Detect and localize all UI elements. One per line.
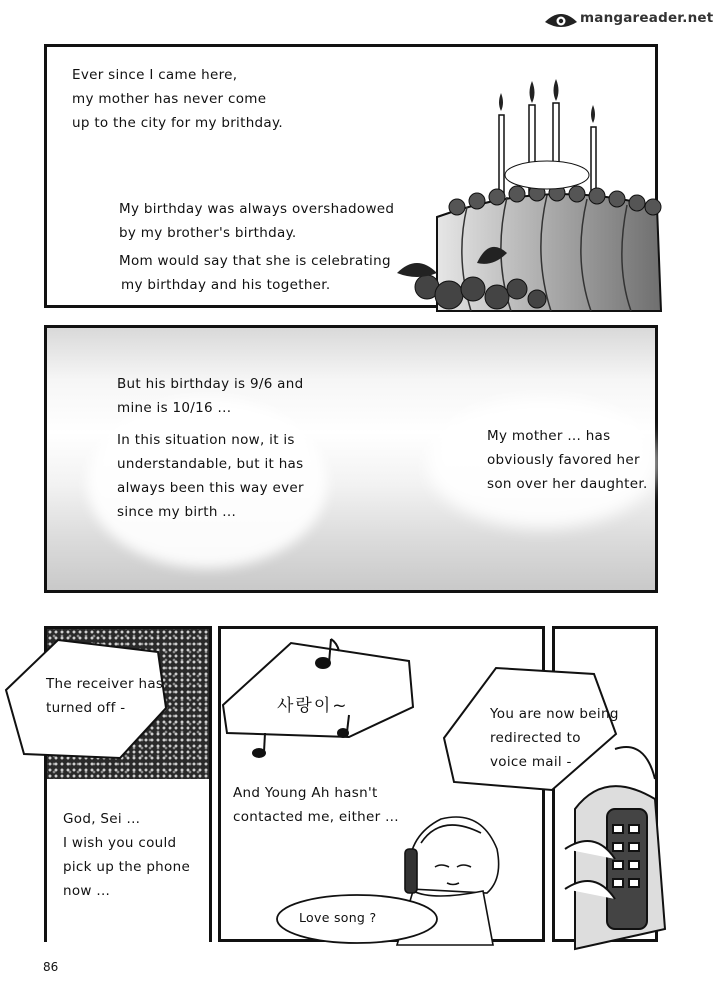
site-logo bbox=[538, 6, 713, 34]
narration-line: I wish you could bbox=[63, 835, 177, 851]
balloon-line: turned off - bbox=[46, 700, 126, 716]
balloon-line: voice mail - bbox=[490, 754, 572, 770]
narration-line: mine is 10/16 ... bbox=[117, 400, 232, 416]
narration-line: But his birthday is 9/6 and bbox=[117, 376, 304, 392]
balloon-line: The receiver has bbox=[46, 676, 164, 692]
narration-line: since my birth ... bbox=[117, 504, 237, 520]
eye-logo-icon bbox=[544, 10, 578, 30]
narration-line: my mother has never come bbox=[72, 91, 267, 107]
narration-line: pick up the phone bbox=[63, 859, 191, 875]
narration-line: understandable, but it has bbox=[117, 456, 304, 472]
narration-line: My mother ... has bbox=[487, 428, 611, 444]
narration-line: now ... bbox=[63, 883, 111, 899]
narration-line: In this situation now, it is bbox=[117, 432, 295, 448]
narration-line: always been this way ever bbox=[117, 480, 304, 496]
narration-line: up to the city for my brithday. bbox=[72, 115, 283, 131]
page-number: 86 bbox=[43, 960, 59, 974]
narration-line: son over her daughter. bbox=[487, 476, 648, 492]
speech-text: Love song ? bbox=[299, 910, 377, 925]
narration-line: by my brother's birthday. bbox=[119, 225, 297, 241]
birthday-cake-illustration bbox=[397, 67, 661, 311]
narration-line: My birthday was always overshadowed bbox=[119, 201, 395, 217]
narration-line: God, Sei ... bbox=[63, 811, 141, 827]
panel-cake bbox=[44, 44, 658, 308]
song-text: 사랑이~ bbox=[277, 696, 349, 716]
logo-text: mangareader.net bbox=[580, 10, 713, 26]
balloon-line: You are now being bbox=[490, 706, 619, 722]
narration-line: And Young Ah hasn't bbox=[233, 785, 378, 801]
balloon-line: redirected to bbox=[490, 730, 581, 746]
narration-line: Mom would say that she is celebrating bbox=[119, 253, 391, 269]
narration-line: Ever since I came here, bbox=[72, 67, 238, 83]
narration-line: obviously favored her bbox=[487, 452, 640, 468]
narration-line: my birthday and his together. bbox=[121, 277, 331, 293]
panel-clouds bbox=[44, 325, 658, 593]
narration-line: contacted me, either ... bbox=[233, 809, 399, 825]
